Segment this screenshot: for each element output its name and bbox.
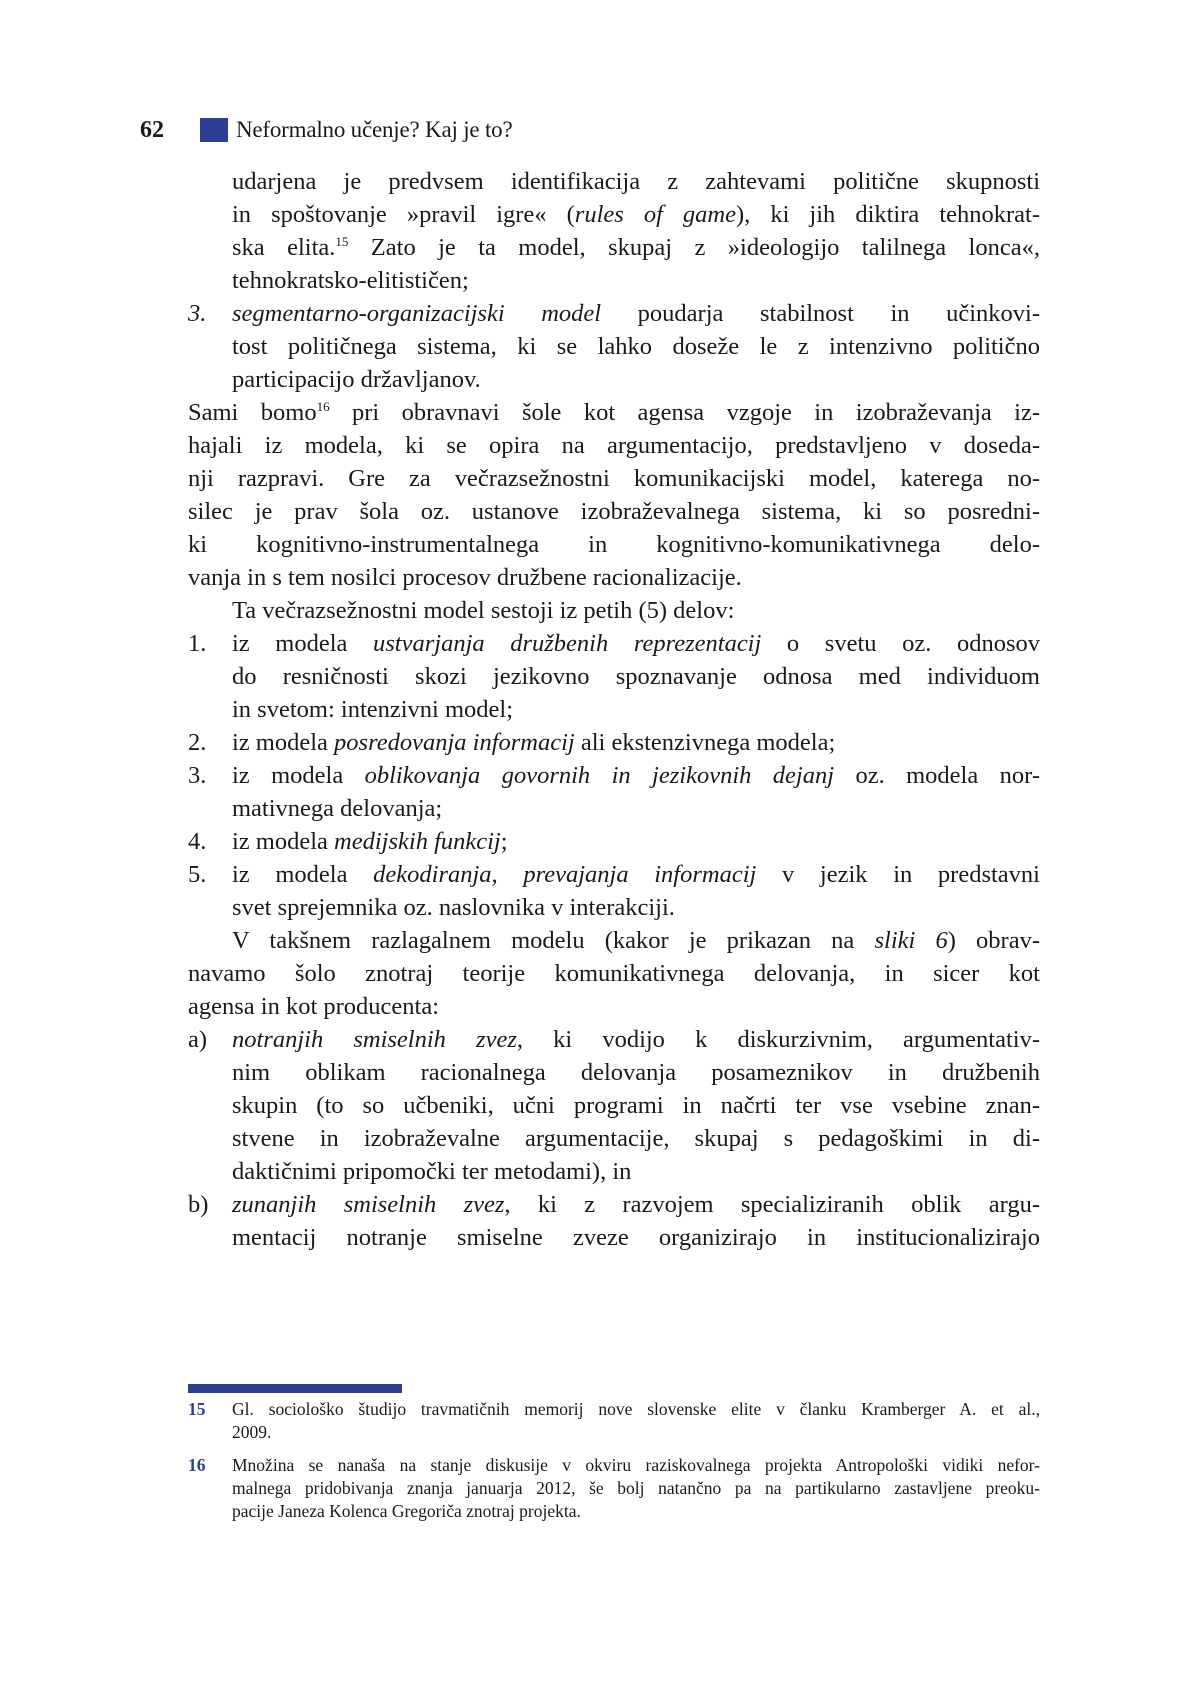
text-line: in spoštovanje »pravil igre« (rules of game), ki jih diktira tehnokrat- xyxy=(232,201,1040,228)
list-item-continuation xyxy=(188,165,1040,297)
list-marker: 1. xyxy=(188,630,207,657)
list-marker: 2. xyxy=(188,729,207,756)
numbered-list xyxy=(188,627,1040,924)
text-line: skupin (to so učbeniki, učni programi in načrti ter vse vsebine znan- xyxy=(232,1092,1040,1119)
footnote-ref-15[interactable]: 15 xyxy=(335,233,349,249)
text-line: iz modela medijskih funkcij; xyxy=(232,828,508,855)
text-line: tehnokratsko-elitističen; xyxy=(232,267,469,294)
footnote-number: 15 xyxy=(188,1399,206,1419)
footnote-line: 2009. xyxy=(232,1422,272,1442)
text-line: agensa in kot producenta: xyxy=(188,993,440,1020)
text-line: daktičnimi pripomočki ter metodami), in xyxy=(232,1158,632,1185)
text-line: nji razpravi. Gre za večrazsežnostni komunikacijski model, katerega no- xyxy=(188,465,1040,492)
text-line: vanja in s tem nosilci procesov družbene racionalizacije. xyxy=(188,564,742,591)
text-line: in svetom: intenzivni model; xyxy=(232,696,514,723)
text-line: stvene in izobraževalne argumentacije, skupaj s pedagoškimi in di- xyxy=(232,1125,1040,1152)
text-line: udarjena je predvsem identifikacija z zahtevami politične skupnosti xyxy=(232,168,1040,195)
text-line: mentacij notranje smiselne zveze organizirajo in institucionalizirajo xyxy=(232,1224,1040,1251)
list-item xyxy=(188,726,1040,759)
figure-reference: sliki 6 xyxy=(874,927,948,954)
list-marker: 4. xyxy=(188,828,207,855)
paragraph xyxy=(188,924,1040,1023)
lettered-list xyxy=(188,1023,1040,1254)
running-title: Neformalno učenje? Kaj je to? xyxy=(236,117,513,142)
list-marker: 3. xyxy=(188,300,207,327)
list-item xyxy=(188,1188,1040,1254)
footnotes xyxy=(188,1398,1040,1533)
list-item xyxy=(188,759,1040,825)
text-line: do resničnosti skozi jezikovno spoznavanje odnosa med individuom xyxy=(232,663,1040,690)
text-line: navamo šolo znotraj teorije komunikativnega delovanja, in sicer kot xyxy=(188,960,1040,987)
text-line: notranjih smiselnih zvez, ki vodijo k diskurzivnim, argumentativ- xyxy=(232,1026,1040,1053)
list-marker: 5. xyxy=(188,861,207,888)
footnote-line: Gl. sociološko študijo travmatičnih memorij nove slovenske elite v članku Kramberger A. et al., xyxy=(232,1399,1040,1419)
list-item xyxy=(188,1023,1040,1188)
footnote-line: Množina se nanaša na stanje diskusije v okviru raziskovalnega projekta Antropološki vidiki nefor- xyxy=(232,1455,1040,1475)
text-line: V takšnem razlagalnem modelu (kakor je prikazan na sliki 6) obrav- xyxy=(232,927,1040,954)
text-line: iz modela dekodiranja, prevajanja informacij v jezik in predstavni xyxy=(232,861,1040,888)
text-line: iz modela ustvarjanja družbenih reprezentacij o svetu oz. odnosov xyxy=(232,630,1040,657)
footnote-15 xyxy=(188,1398,1040,1444)
list-marker: a) xyxy=(188,1026,208,1053)
text-line: Sami bomo$^{16}$ pri obravnavi šole kot agensa vzgoje in izobraževanja iz- xyxy=(188,398,1040,426)
list-item xyxy=(188,297,1040,396)
footnote-16 xyxy=(188,1454,1040,1523)
list-item xyxy=(188,858,1040,924)
body-text xyxy=(188,165,1040,1254)
footnote-line: malnega pridobivanja znanja januarja 2012, še bolj natančno pa na partikularno zastavljene preoku- xyxy=(232,1478,1040,1498)
list-item xyxy=(188,825,1040,858)
page-number: 62 xyxy=(140,116,164,143)
text-line: svet sprejemnika oz. naslovnika v interakciji. xyxy=(232,894,675,921)
list-marker: b) xyxy=(188,1191,209,1218)
text-line: zunanjih smiselnih zvez, ki z razvojem specializiranih oblik argu- xyxy=(232,1191,1040,1218)
header-accent-square xyxy=(200,118,228,142)
footnote-divider xyxy=(188,1384,402,1393)
text-line: segmentarno-organizacijski model poudarja stabilnost in učinkovi- xyxy=(232,300,1040,327)
text-line: nim oblikam racionalnega delovanja posameznikov in družbenih xyxy=(232,1059,1040,1086)
text-line: silec je prav šola oz. ustanove izobraževalnega sistema, ki so posredni- xyxy=(188,498,1040,525)
footnote-number: 16 xyxy=(188,1455,206,1475)
text-line: ki kognitivno-instrumentalnega in kognitivno-komunikativnega delo- xyxy=(188,531,1040,558)
list-item xyxy=(188,627,1040,726)
list-marker: 3. xyxy=(188,762,207,789)
paragraph xyxy=(188,396,1040,594)
text-line: participacijo državljanov. xyxy=(232,366,481,393)
text-line: iz modela oblikovanja govornih in jezikovnih dejanj oz. modela nor- xyxy=(232,762,1040,789)
text-line: hajali iz modela, ki se opira na argumentacijo, predstavljeno v doseda- xyxy=(188,432,1040,459)
text-line: ska elita.$^{15}$ Zato je ta model, skupaj z »ideologijo talilnega lonca«, xyxy=(232,233,1040,261)
text-line: mativnega delovanja; xyxy=(232,795,443,822)
running-head xyxy=(140,113,512,147)
footnote-ref-16[interactable]: 16 xyxy=(316,398,330,414)
paragraph: Ta večrazsežnostni model sestoji iz petih (5) delov: xyxy=(232,597,735,624)
text-line: iz modela posredovanja informacij ali ekstenzivnega modela; xyxy=(232,729,836,756)
footnote-line: pacije Janeza Kolenca Gregoriča znotraj projekta. xyxy=(232,1501,581,1521)
text-line: tost političnega sistema, ki se lahko doseže le z intenzivno politično xyxy=(232,333,1040,360)
